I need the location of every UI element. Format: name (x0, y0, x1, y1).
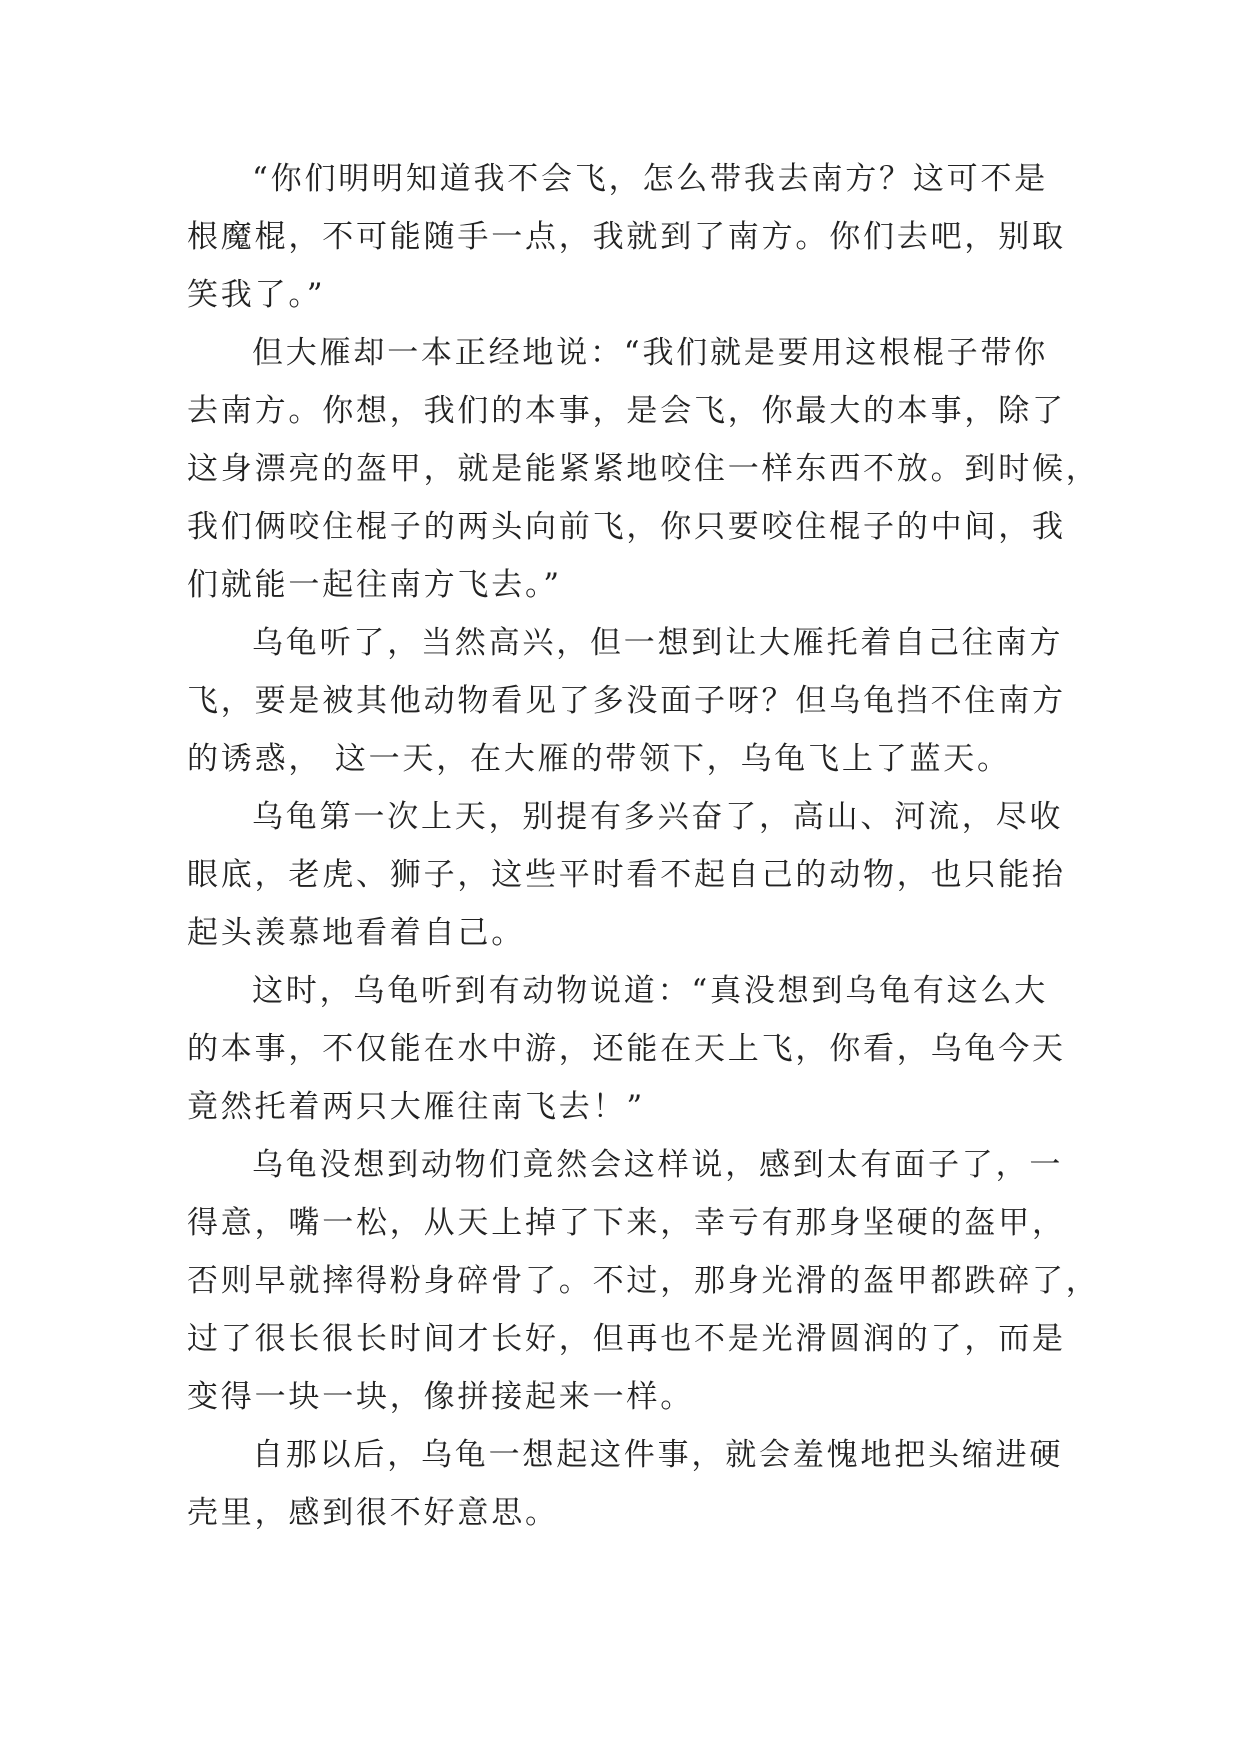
text-line: 根魔棍，不可能随手一点，我就到了南方。你们去吧，别取 (187, 219, 1066, 255)
text-line: 得意，嘴一松，从天上掉了下来，幸亏有那身坚硬的盔甲， (187, 1205, 1066, 1241)
text-line: 的本事，不仅能在水中游，还能在天上飞，你看，乌龟今天 (187, 1031, 1066, 1067)
text-line: 否则早就摔得粉身碎骨了。不过，那身光滑的盔甲都跌碎了， (187, 1263, 1100, 1299)
text-line: 壳里，感到很不好意思。 (187, 1495, 559, 1531)
text-line: 们就能一起往南方飞去。” (187, 567, 562, 603)
text-line: 这身漂亮的盔甲，就是能紧紧地咬住一样东西不放。到时候， (187, 451, 1100, 487)
text-line: 的诱惑， 这一天，在大雁的带领下，乌龟飞上了蓝天。 (187, 741, 1011, 777)
text-line: 我们俩咬住棍子的两头向前飞，你只要咬住棍子的中间，我 (187, 509, 1066, 545)
story-text (187, 150, 1100, 1542)
text-line: 变得一块一块，像拼接起来一样。 (187, 1379, 694, 1415)
text-line: 竟然托着两只大雁往南飞去！” (187, 1089, 646, 1125)
text-line: 乌龟第一次上天，别提有多兴奋了，高山、河流，尽收 (252, 799, 1064, 835)
text-line: 飞，要是被其他动物看见了多没面子呀？但乌龟挡不住南方 (187, 683, 1066, 719)
text-line: 乌龟听了，当然高兴，但一想到让大雁托着自己往南方 (252, 625, 1064, 661)
text-line: 过了很长很长时间才长好，但再也不是光滑圆润的了，而是 (187, 1321, 1066, 1357)
text-line: 笑我了。” (187, 277, 326, 313)
text-line: 眼底，老虎、狮子，这些平时看不起自己的动物，也只能抬 (187, 857, 1066, 893)
text-line: “你们明明知道我不会飞，怎么带我去南方？这可不是 (252, 161, 1049, 197)
text-line: 去南方。你想，我们的本事，是会飞，你最大的本事，除了 (187, 393, 1066, 429)
text-line: 乌龟没想到动物们竟然会这样说，感到太有面子了，一 (252, 1147, 1064, 1183)
text-line: 自那以后，乌龟一想起这件事，就会羞愧地把头缩进硬 (252, 1437, 1064, 1473)
text-line: 但大雁却一本正经地说：“我们就是要用这根棍子带你 (252, 335, 1049, 371)
text-line: 这时，乌龟听到有动物说道：“真没想到乌龟有这么大 (252, 973, 1049, 1009)
text-line: 起头羡慕地看着自己。 (187, 915, 525, 951)
